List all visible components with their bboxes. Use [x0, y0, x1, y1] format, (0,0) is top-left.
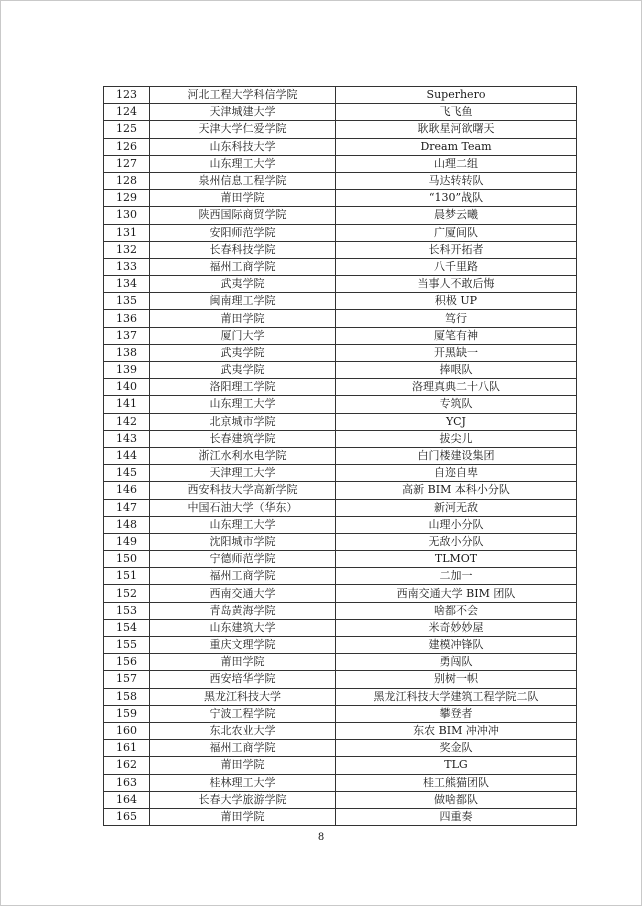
school-name-cell: 长春科技学院: [150, 241, 336, 258]
team-name-cell: YCJ: [336, 413, 577, 430]
row-number-cell: 148: [104, 516, 150, 533]
table-row: [104, 619, 577, 636]
table-row: [104, 671, 577, 688]
table-row: [104, 447, 577, 464]
team-name-cell: 八千里路: [336, 258, 577, 275]
table-row: [104, 482, 577, 499]
row-number-cell: 152: [104, 585, 150, 602]
row-number-cell: 165: [104, 808, 150, 825]
school-name-cell: 陕西国际商贸学院: [150, 207, 336, 224]
team-name-cell: 米奇妙妙屋: [336, 619, 577, 636]
school-name-cell: 浙江水利水电学院: [150, 447, 336, 464]
row-number-cell: 145: [104, 465, 150, 482]
team-name-cell: 东农 BIM 冲冲冲: [336, 722, 577, 739]
row-number-cell: 150: [104, 551, 150, 568]
team-name-cell: 自迩自卑: [336, 465, 577, 482]
school-name-cell: 洛阳理工学院: [150, 379, 336, 396]
row-number-cell: 151: [104, 568, 150, 585]
row-number-cell: 129: [104, 190, 150, 207]
table-row: [104, 722, 577, 739]
row-number-cell: 163: [104, 774, 150, 791]
row-number-cell: 164: [104, 791, 150, 808]
team-name-cell: 二加一: [336, 568, 577, 585]
school-name-cell: 天津理工大学: [150, 465, 336, 482]
row-number-cell: 149: [104, 533, 150, 550]
school-name-cell: 重庆文理学院: [150, 637, 336, 654]
page-number: 8: [317, 832, 325, 843]
row-number-cell: 147: [104, 499, 150, 516]
row-number-cell: 153: [104, 602, 150, 619]
row-number-cell: 143: [104, 430, 150, 447]
school-name-cell: 闽南理工学院: [150, 293, 336, 310]
school-name-cell: 莆田学院: [150, 190, 336, 207]
table-row: [104, 293, 577, 310]
team-roster-table: [103, 86, 577, 826]
row-number-cell: 134: [104, 276, 150, 293]
row-number-cell: 131: [104, 224, 150, 241]
team-name-cell: TLMOT: [336, 551, 577, 568]
table-row: [104, 654, 577, 671]
table-row: [104, 276, 577, 293]
table-row: [104, 705, 577, 722]
team-name-cell: 洛理真典二十八队: [336, 379, 577, 396]
school-name-cell: 莆田学院: [150, 654, 336, 671]
team-name-cell: 桂工熊猫团队: [336, 774, 577, 791]
table-row: [104, 585, 577, 602]
school-name-cell: 天津大学仁爱学院: [150, 121, 336, 138]
row-number-cell: 127: [104, 155, 150, 172]
row-number-cell: 139: [104, 362, 150, 379]
table-row: [104, 379, 577, 396]
team-name-cell: 当事人不敢后悔: [336, 276, 577, 293]
row-number-cell: 123: [104, 87, 150, 104]
table-row: [104, 430, 577, 447]
school-name-cell: 福州工商学院: [150, 568, 336, 585]
row-number-cell: 156: [104, 654, 150, 671]
team-name-cell: 山理小分队: [336, 516, 577, 533]
team-name-cell: Superhero: [336, 87, 577, 104]
school-name-cell: 长春大学旅游学院: [150, 791, 336, 808]
school-name-cell: 长春建筑学院: [150, 430, 336, 447]
row-number-cell: 144: [104, 447, 150, 464]
table-row: [104, 104, 577, 121]
school-name-cell: 宁德师范学院: [150, 551, 336, 568]
team-name-cell: 耿耿星河欲曙天: [336, 121, 577, 138]
school-name-cell: 山东科技大学: [150, 138, 336, 155]
row-number-cell: 155: [104, 637, 150, 654]
team-name-cell: 捧哏队: [336, 362, 577, 379]
table-row: [104, 207, 577, 224]
table-row: [104, 310, 577, 327]
team-name-cell: Dream Team: [336, 138, 577, 155]
school-name-cell: 山东理工大学: [150, 516, 336, 533]
table-row: [104, 740, 577, 757]
table-row: [104, 568, 577, 585]
team-name-cell: 笃行: [336, 310, 577, 327]
table-row: [104, 688, 577, 705]
row-number-cell: 161: [104, 740, 150, 757]
table-row: [104, 155, 577, 172]
team-name-cell: 黑龙江科技大学建筑工程学院二队: [336, 688, 577, 705]
team-name-cell: TLG: [336, 757, 577, 774]
school-name-cell: 山东建筑大学: [150, 619, 336, 636]
row-number-cell: 154: [104, 619, 150, 636]
team-name-cell: 做啥都队: [336, 791, 577, 808]
team-name-cell: “130”战队: [336, 190, 577, 207]
row-number-cell: 130: [104, 207, 150, 224]
team-roster-body: [104, 87, 577, 826]
school-name-cell: 福州工商学院: [150, 740, 336, 757]
table-row: [104, 774, 577, 791]
table-row: [104, 121, 577, 138]
team-name-cell: 厦笔有神: [336, 327, 577, 344]
table-row: [104, 516, 577, 533]
row-number-cell: 146: [104, 482, 150, 499]
table-row: [104, 808, 577, 825]
table-row: [104, 551, 577, 568]
table-row: [104, 396, 577, 413]
team-name-cell: 飞飞鱼: [336, 104, 577, 121]
school-name-cell: 福州工商学院: [150, 258, 336, 275]
table-row: [104, 241, 577, 258]
table-row: [104, 87, 577, 104]
table-row: [104, 327, 577, 344]
school-name-cell: 安阳师范学院: [150, 224, 336, 241]
school-name-cell: 宁波工程学院: [150, 705, 336, 722]
table-row: [104, 258, 577, 275]
table-row: [104, 791, 577, 808]
school-name-cell: 西南交通大学: [150, 585, 336, 602]
school-name-cell: 莆田学院: [150, 757, 336, 774]
school-name-cell: 西安培华学院: [150, 671, 336, 688]
row-number-cell: 141: [104, 396, 150, 413]
school-name-cell: 中国石油大学（华东）: [150, 499, 336, 516]
row-number-cell: 126: [104, 138, 150, 155]
table-row: [104, 637, 577, 654]
team-name-cell: 山理二组: [336, 155, 577, 172]
table-row: [104, 413, 577, 430]
row-number-cell: 162: [104, 757, 150, 774]
school-name-cell: 武夷学院: [150, 362, 336, 379]
school-name-cell: 泉州信息工程学院: [150, 172, 336, 189]
table-row: [104, 190, 577, 207]
school-name-cell: 青岛黄海学院: [150, 602, 336, 619]
row-number-cell: 128: [104, 172, 150, 189]
table-row: [104, 362, 577, 379]
school-name-cell: 莆田学院: [150, 310, 336, 327]
school-name-cell: 黑龙江科技大学: [150, 688, 336, 705]
school-name-cell: 北京城市学院: [150, 413, 336, 430]
team-name-cell: 勇闯队: [336, 654, 577, 671]
row-number-cell: 124: [104, 104, 150, 121]
team-name-cell: 无敌小分队: [336, 533, 577, 550]
row-number-cell: 125: [104, 121, 150, 138]
team-name-cell: 高新 BIM 本科小分队: [336, 482, 577, 499]
team-name-cell: 四重奏: [336, 808, 577, 825]
team-name-cell: 新河无敌: [336, 499, 577, 516]
team-name-cell: 开黑缺一: [336, 344, 577, 361]
school-name-cell: 莆田学院: [150, 808, 336, 825]
table-row: [104, 224, 577, 241]
team-name-cell: 奖金队: [336, 740, 577, 757]
team-name-cell: 广厦间队: [336, 224, 577, 241]
table-row: [104, 172, 577, 189]
table-row: [104, 499, 577, 516]
row-number-cell: 158: [104, 688, 150, 705]
table-row: [104, 344, 577, 361]
row-number-cell: 160: [104, 722, 150, 739]
team-name-cell: 专筑队: [336, 396, 577, 413]
team-name-cell: 别树一帜: [336, 671, 577, 688]
team-name-cell: 西南交通大学 BIM 团队: [336, 585, 577, 602]
school-name-cell: 东北农业大学: [150, 722, 336, 739]
team-name-cell: 积极 UP: [336, 293, 577, 310]
school-name-cell: 山东理工大学: [150, 155, 336, 172]
school-name-cell: 山东理工大学: [150, 396, 336, 413]
school-name-cell: 天津城建大学: [150, 104, 336, 121]
team-name-cell: 攀登者: [336, 705, 577, 722]
school-name-cell: 厦门大学: [150, 327, 336, 344]
team-name-cell: 马达转转队: [336, 172, 577, 189]
team-name-cell: 建模冲锋队: [336, 637, 577, 654]
row-number-cell: 137: [104, 327, 150, 344]
school-name-cell: 武夷学院: [150, 276, 336, 293]
table-row: [104, 533, 577, 550]
team-name-cell: 啥都不会: [336, 602, 577, 619]
table-row: [104, 757, 577, 774]
school-name-cell: 桂林理工大学: [150, 774, 336, 791]
school-name-cell: 西安科技大学高新学院: [150, 482, 336, 499]
row-number-cell: 159: [104, 705, 150, 722]
table-row: [104, 138, 577, 155]
row-number-cell: 132: [104, 241, 150, 258]
table-row: [104, 602, 577, 619]
row-number-cell: 136: [104, 310, 150, 327]
row-number-cell: 142: [104, 413, 150, 430]
row-number-cell: 135: [104, 293, 150, 310]
school-name-cell: 武夷学院: [150, 344, 336, 361]
team-name-cell: 长科开拓者: [336, 241, 577, 258]
row-number-cell: 157: [104, 671, 150, 688]
team-name-cell: 晨梦云曦: [336, 207, 577, 224]
row-number-cell: 133: [104, 258, 150, 275]
team-name-cell: 白门楼建设集团: [336, 447, 577, 464]
row-number-cell: 138: [104, 344, 150, 361]
team-name-cell: 拔尖儿: [336, 430, 577, 447]
row-number-cell: 140: [104, 379, 150, 396]
school-name-cell: 沈阳城市学院: [150, 533, 336, 550]
table-row: [104, 465, 577, 482]
school-name-cell: 河北工程大学科信学院: [150, 87, 336, 104]
